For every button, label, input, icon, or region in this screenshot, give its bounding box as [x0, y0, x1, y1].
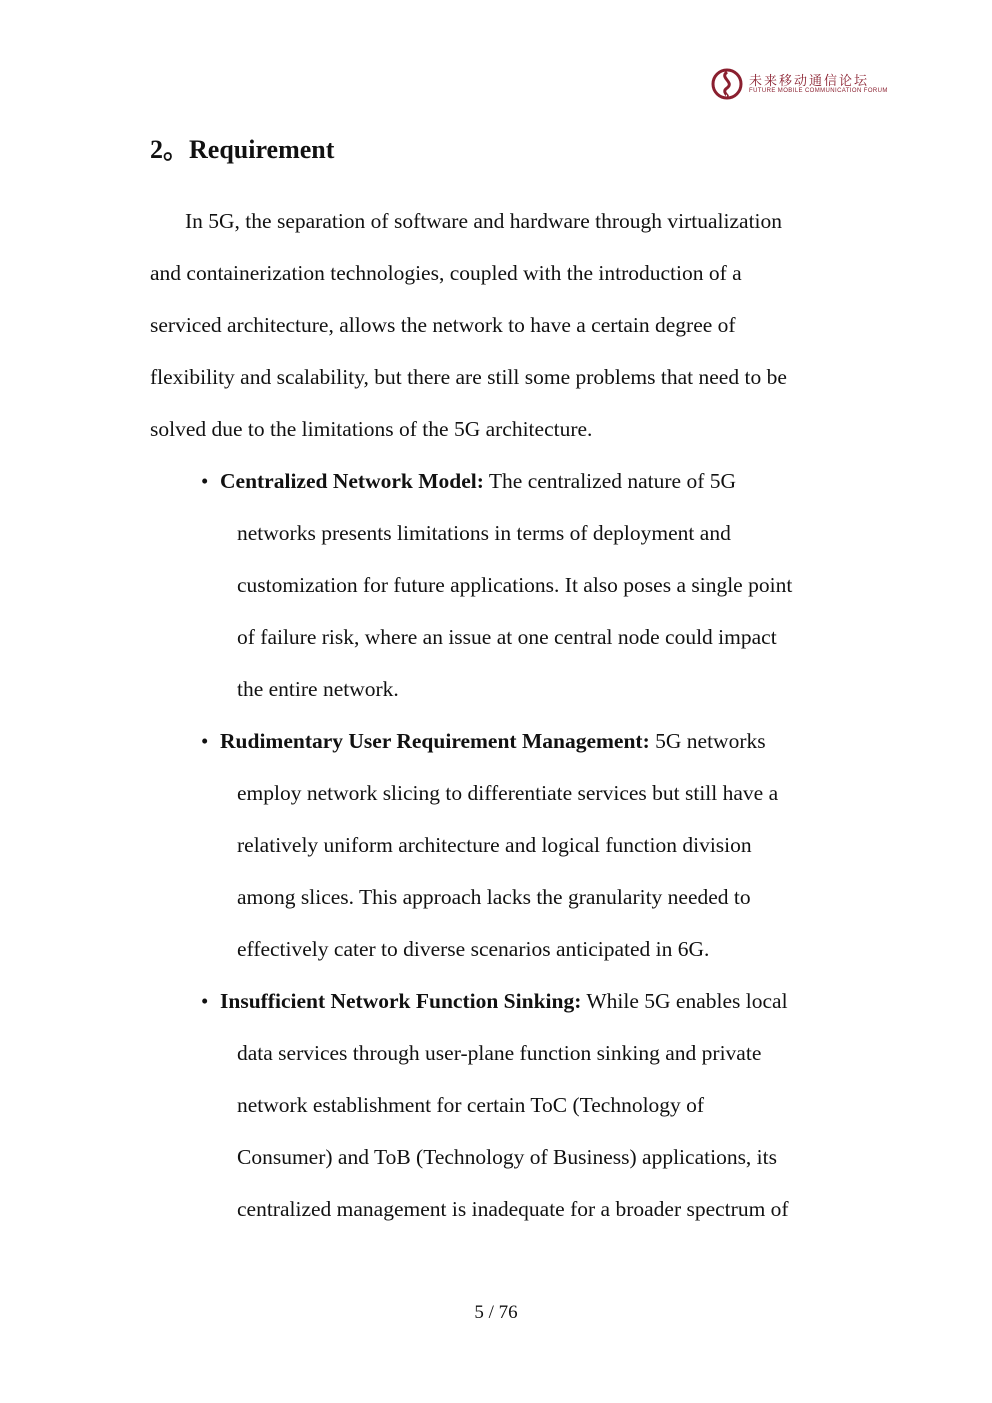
intro-line: and containerization technologies, coupled with the introduction of a [150, 261, 742, 285]
bullet-line: Consumer) and ToB (Technology of Business) applications, its [237, 1145, 777, 1169]
bullet-line: relatively uniform architecture and logical function division [237, 833, 752, 857]
bullet-marker: • [201, 729, 209, 753]
forum-logo [711, 67, 888, 101]
logo-english-text: FUTURE MOBILE COMMUNICATION FORUM [749, 88, 888, 94]
bullet-line: networks presents limitations in terms of deployment and [237, 521, 731, 545]
bullet-marker: • [201, 469, 209, 493]
bullet-line: of failure risk, where an issue at one central node could impact [237, 625, 777, 649]
intro-line: flexibility and scalability, but there are still some problems that need to be [150, 365, 787, 389]
bullet-line: network establishment for certain ToC (Technology of [237, 1093, 705, 1117]
bullet-first-line [220, 466, 736, 496]
bullet-first-line [220, 986, 788, 1016]
bullet-first-line [220, 726, 766, 756]
bullet-line: data services through user-plane function sinking and private [237, 1041, 762, 1065]
intro-line: serviced architecture, allows the network to have a certain degree of [150, 313, 736, 337]
section-title: Requirement [189, 135, 335, 164]
logo-chinese-text: 未来移动通信论坛 [749, 74, 870, 89]
section-heading [150, 129, 334, 166]
bullet-line: the entire network. [237, 677, 399, 701]
intro-line: solved due to the limitations of the 5G architecture. [150, 417, 593, 441]
bullet-term: Rudimentary User Requirement Management: [220, 729, 650, 753]
page-number: 5 / 76 [474, 1302, 518, 1323]
bullet-line: centralized management is inadequate for a broader spectrum of [237, 1197, 789, 1221]
bullet-line: customization for future applications. It also poses a single point [237, 573, 793, 597]
bullet-text: While 5G enables local [581, 989, 788, 1013]
bullet-line: among slices. This approach lacks the granularity needed to [237, 885, 751, 909]
bullet-term: Insufficient Network Function Sinking: [220, 989, 582, 1013]
bullet-line: effectively cater to diverse scenarios anticipated in 6G. [237, 937, 710, 961]
bullet-line: employ network slicing to differentiate services but still have a [237, 781, 779, 805]
forum-emblem-icon [711, 68, 743, 100]
intro-line: In 5G, the separation of software and hardware through virtualization [185, 209, 783, 233]
bullet-text: The centralized nature of 5G [483, 469, 737, 493]
bullet-marker: • [201, 989, 209, 1013]
section-number: 2 [150, 135, 163, 164]
section-separator: 。 [163, 135, 190, 164]
bullet-term: Centralized Network Model: [220, 469, 484, 493]
bullet-text: 5G networks [649, 729, 766, 753]
